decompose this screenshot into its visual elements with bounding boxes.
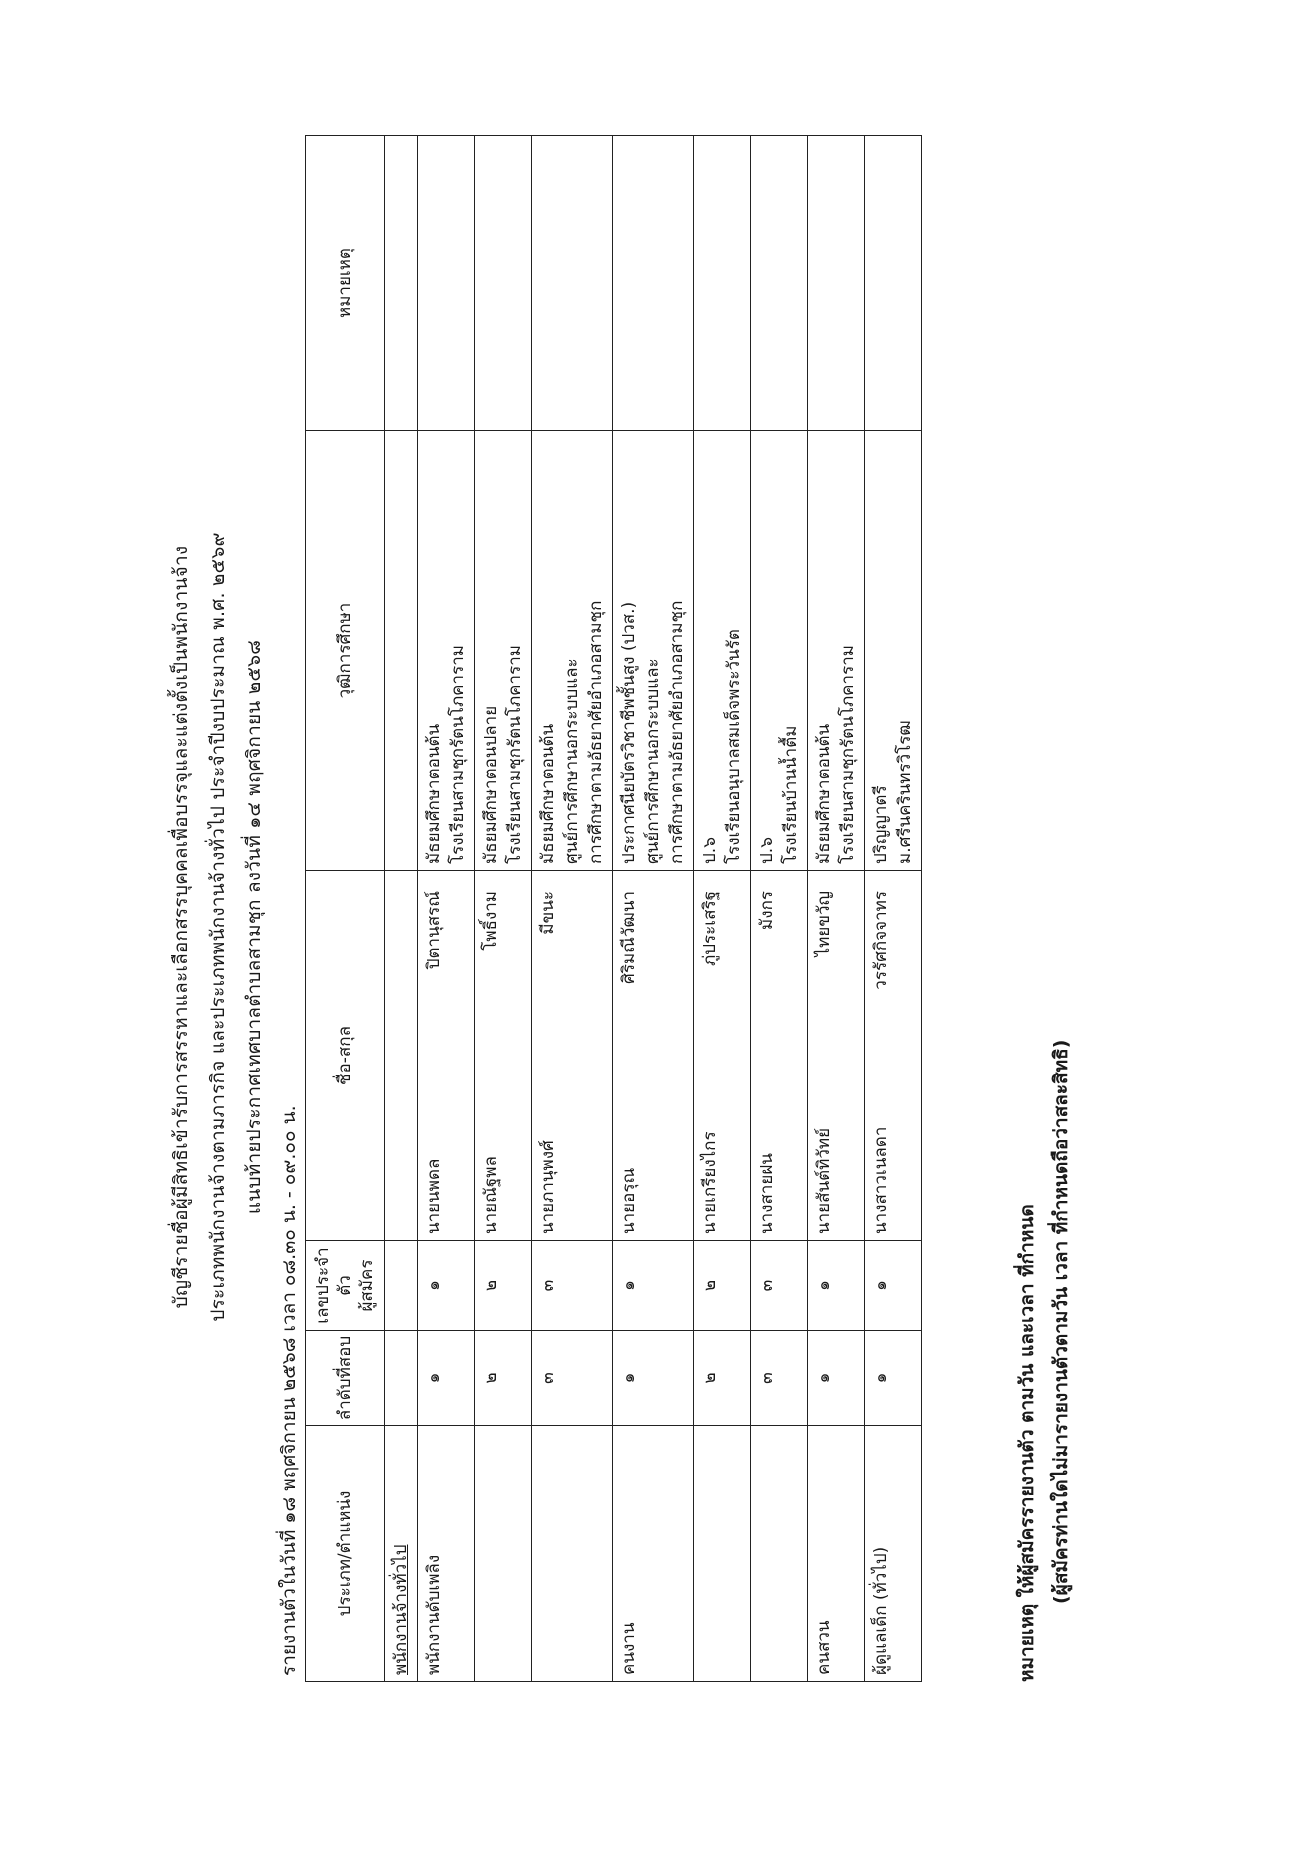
name-cell — [475, 871, 532, 1241]
qualification-cell — [475, 431, 532, 871]
table-row — [694, 136, 751, 1682]
qualification-line: ประกาศนียบัตรวิชาชีพชั้นสูง (ปวส.) — [619, 601, 639, 864]
first-name: นางสาวเนลดา — [871, 1126, 891, 1234]
footnote — [1012, 1204, 1042, 1682]
exam-rank-cell: ๑ — [418, 1331, 475, 1426]
qualification-line: ปริญญาตรี — [871, 785, 891, 864]
remark-cell — [751, 136, 808, 431]
header-remark: หมายเหตุ — [306, 136, 385, 431]
position-cell: คนงาน — [613, 1426, 694, 1682]
position-cell: คนสวน — [808, 1426, 865, 1682]
position-cell: ผู้ดูแลเด็ก (ทั่วไป) — [865, 1426, 922, 1682]
first-name: นายนพดล — [424, 1158, 444, 1234]
remark-cell — [418, 136, 475, 431]
applicant-no-cell: ๑ — [418, 1241, 475, 1331]
first-name: นายภานุพงศ์ — [538, 1140, 558, 1234]
header-qualification: วุฒิการศึกษา — [306, 431, 385, 871]
applicant-no-cell: ๒ — [475, 1241, 532, 1331]
applicant-no-cell: ๒ — [694, 1241, 751, 1331]
empty-cell — [385, 871, 418, 1241]
qualification-line: มัธยมศึกษาตอนต้น — [814, 723, 834, 864]
table-header-row — [306, 136, 385, 1682]
group-row — [385, 136, 418, 1682]
first-name: นายสันต์ทิวัทย์ — [814, 1127, 834, 1234]
name-cell — [532, 871, 613, 1241]
header-exam-rank: ลำดับที่สอบ — [306, 1331, 385, 1426]
last-name: โพธิ์งาม — [481, 891, 501, 951]
first-name: นายเกรียงไกร — [700, 1131, 720, 1234]
qualification-cell — [418, 431, 475, 871]
table-row — [865, 136, 922, 1682]
last-name: มีขนะ — [538, 891, 558, 935]
qualification-line: มัธยมศึกษาตอนปลาย — [481, 705, 501, 864]
qualification-cell — [751, 431, 808, 871]
applicant-table — [305, 135, 922, 1682]
exam-rank-cell: ๑ — [808, 1331, 865, 1426]
exam-rank-cell: ๓ — [532, 1331, 613, 1426]
position-cell: พนักงานดับเพลิง — [418, 1426, 475, 1682]
report-schedule-line: รายงานตัวในวันที่ ๑๘ พฤศจิกายน ๒๕๖๘ เวลา ๐๘.๓๐ น. - ๐๙.๐๐ น. — [278, 1105, 300, 1676]
applicant-no-cell: ๓ — [532, 1241, 613, 1331]
header-applicant-no-line-1: เลขประจำตัว — [313, 1247, 355, 1324]
applicant-no-cell: ๑ — [808, 1241, 865, 1331]
last-name: ปิตานุสรณ์ — [424, 891, 444, 970]
qualification-cell — [808, 431, 865, 871]
table-row — [475, 136, 532, 1682]
qualification-line: โรงเรียนสามชุกรัตนโภคาราม — [505, 645, 525, 864]
first-name: นายอรุณ — [619, 1167, 639, 1234]
document-title-line-2: ประเภทพนักงานจ้างตามภารกิจ และประเภทพนักงานจ้างทั่วไป ประจำปีงบประมาณ พ.ศ. ๒๕๖๙ — [207, 532, 229, 1322]
qualification-line: โรงเรียนอนุบาลสมเด็จพระวันรัต — [724, 629, 744, 864]
remark-cell — [613, 136, 694, 431]
first-name: นายณัฐพล — [481, 1156, 501, 1234]
header-position: ประเภท/ตำแหน่ง — [306, 1426, 385, 1682]
empty-cell — [385, 431, 418, 871]
document-title-line-1: บัญชีรายชื่อผู้มีสิทธิเข้ารับการสรรหาและเลือกสรรบุคคลเพื่อบรรจุและแต่งตั้งเป็นพนักงานจ้าง — [170, 545, 192, 1309]
table-row — [808, 136, 865, 1682]
remark-cell — [475, 136, 532, 431]
qualification-cell — [613, 431, 694, 871]
empty-cell — [385, 1241, 418, 1331]
table-row — [532, 136, 613, 1682]
last-name: วรรัศกิจจาทร — [871, 891, 891, 990]
qualification-line: ป.๖ — [757, 837, 777, 864]
qualification-line: ป.๖ — [700, 837, 720, 864]
applicant-no-cell: ๑ — [865, 1241, 922, 1331]
empty-cell — [385, 1331, 418, 1426]
qualification-line: มัธยมศึกษาตอนต้น — [424, 723, 444, 864]
position-cell — [694, 1426, 751, 1682]
exam-rank-cell: ๑ — [613, 1331, 694, 1426]
last-name: มังกร — [757, 891, 777, 930]
name-cell — [865, 871, 922, 1241]
qualification-cell — [865, 431, 922, 871]
qualification-cell — [694, 431, 751, 871]
qualification-line: การศึกษาตามอัธยาศัยอำเภอสามชุก — [586, 600, 606, 864]
qualification-line: โรงเรียนสามชุกรัตนโภคาราม — [838, 645, 858, 864]
position-cell — [751, 1426, 808, 1682]
table-row — [613, 136, 694, 1682]
footnote-label: หมายเหตุ — [1016, 1603, 1038, 1682]
footnote-line-1: ให้ผู้สมัครรายงานตัว ตามวัน และเวลา ที่กำหนด — [1016, 1204, 1038, 1598]
table-row — [751, 136, 808, 1682]
exam-rank-cell: ๓ — [751, 1331, 808, 1426]
header-applicant-no-line-2: ผู้สมัคร — [357, 1259, 377, 1312]
name-cell — [694, 871, 751, 1241]
name-cell — [418, 871, 475, 1241]
qualification-line: การศึกษาตามอัธยาศัยอำเภอสามชุก — [667, 600, 687, 864]
qualification-line: ม.ศรีนครินทรวิโรฒ — [895, 720, 915, 864]
last-name: ไทยขวัญ — [814, 891, 834, 957]
exam-rank-cell: ๒ — [694, 1331, 751, 1426]
first-name: นางสายฝน — [757, 1153, 777, 1234]
header-applicant-no — [306, 1241, 385, 1331]
applicant-no-cell: ๓ — [751, 1241, 808, 1331]
qualification-line: ศูนย์การศึกษานอกระบบและ — [562, 658, 582, 864]
remark-cell — [808, 136, 865, 431]
header-name: ชื่อ-สกุล — [306, 871, 385, 1241]
position-cell — [475, 1426, 532, 1682]
last-name: ภู่ประเสริฐ — [700, 891, 720, 966]
name-cell — [808, 871, 865, 1241]
exam-rank-cell: ๒ — [475, 1331, 532, 1426]
footnote-line-2: (ผู้สมัครท่านใดไม่มารายงานตัวตามวัน เวลา ที่กำหนดถือว่าสละสิทธิ) — [1050, 1039, 1072, 1604]
qualification-line: โรงเรียนบ้านน้ำตื้ม — [781, 725, 801, 864]
name-cell — [751, 871, 808, 1241]
qualification-line: มัธยมศึกษาตอนต้น — [538, 723, 558, 864]
remark-cell — [694, 136, 751, 431]
empty-cell — [385, 136, 418, 431]
qualification-line: ศูนย์การศึกษานอกระบบและ — [643, 658, 663, 864]
position-cell — [532, 1426, 613, 1682]
table-row — [418, 136, 475, 1682]
qualification-line: โรงเรียนสามชุกรัตนโภคาราม — [448, 645, 468, 864]
applicant-no-cell: ๑ — [613, 1241, 694, 1331]
remark-cell — [532, 136, 613, 431]
last-name: ศิริมณีวัฒนา — [619, 891, 639, 984]
exam-rank-cell: ๑ — [865, 1331, 922, 1426]
name-cell — [613, 871, 694, 1241]
document-title-line-3: แนบท้ายประกาศเทศบาลตำบลสามชุก ลงวันที่ ๑๔ พฤศจิกายน ๒๕๖๘ — [243, 639, 265, 1215]
remark-cell — [865, 136, 922, 431]
group-label: พนักงานจ้างทั่วไป — [385, 1426, 418, 1682]
qualification-cell — [532, 431, 613, 871]
